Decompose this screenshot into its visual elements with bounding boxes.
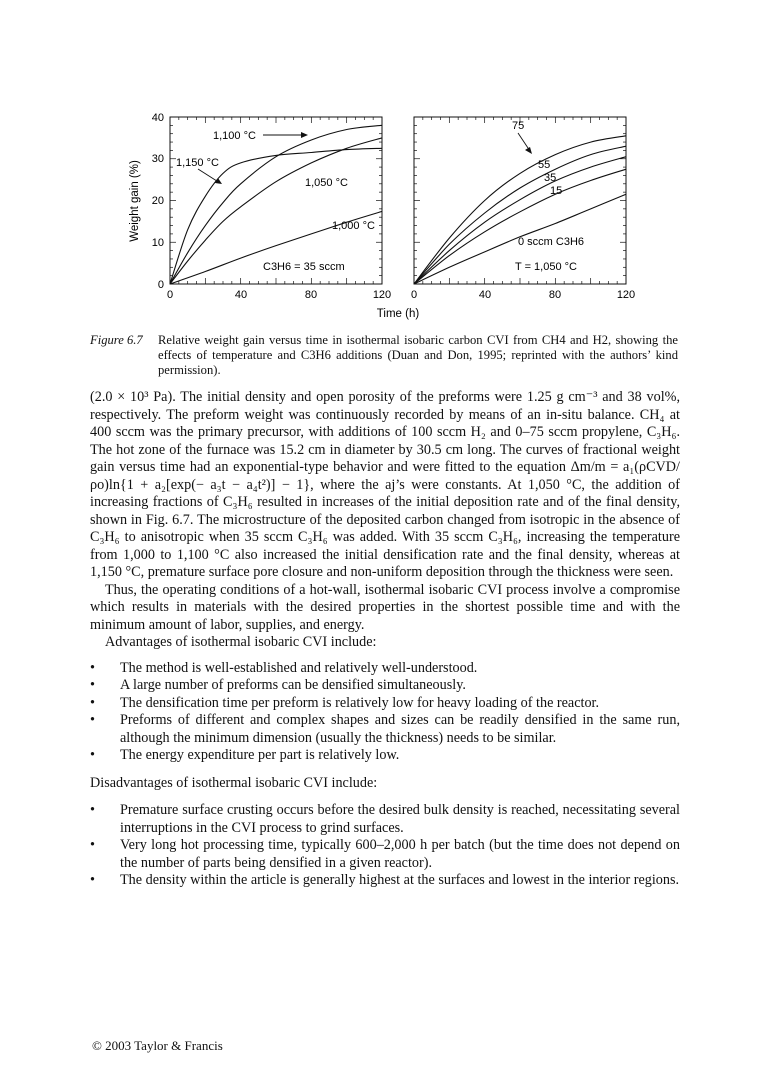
left-ytick-label: 30 — [151, 153, 164, 165]
bullet-icon: • — [90, 677, 95, 693]
annotation-c3h6: C3H6 = 35 sccm — [263, 261, 345, 273]
list-item-text: The densification time per preform is relatively low for heavy loading of the reactor. — [120, 694, 600, 711]
bullet-icon: • — [90, 659, 95, 676]
left-ytick-label: 40 — [151, 112, 164, 124]
right-xtick-label: 80 — [548, 289, 562, 301]
annotation-1100: 1,100 °C — [213, 130, 256, 142]
weight-gain-charts — [120, 105, 650, 325]
x-axis-label: Time (h) — [376, 308, 420, 320]
annotation-1150: 1,150 °C — [176, 157, 219, 169]
left-xtick-label: 0 — [166, 289, 174, 301]
bullet-icon: • — [90, 712, 95, 728]
copyright-footer: © 2003 Taylor & Francis — [92, 1038, 223, 1053]
bullet-icon: • — [90, 747, 95, 763]
left-xtick-label: 120 — [372, 289, 392, 301]
bullet-icon: • — [90, 837, 95, 853]
list-item-text: Premature surface crusting occurs before the desired bulk density is reached, necessitating several interruptions in the CVI process to grind surfaces. — [120, 802, 680, 836]
bullet-icon: • — [90, 872, 95, 888]
left-panel-frame — [170, 117, 382, 284]
list-item — [90, 802, 680, 837]
arrow-head — [301, 132, 308, 138]
list-item-text: A large number of preforms can be densified simultaneously. — [120, 677, 466, 693]
list-item-text: The energy expenditure per part is relatively low. — [120, 747, 400, 763]
paragraph-disadvantages-intro: Disadvantages of isothermal isobaric CVI include: — [90, 774, 378, 791]
arrow-head — [525, 147, 532, 154]
list-item — [90, 747, 680, 765]
list-item — [90, 837, 680, 872]
left-xtick-label: 80 — [304, 289, 318, 301]
figure-6-7 — [120, 105, 650, 330]
annotation-75: 75 — [512, 120, 525, 132]
y-axis-label: Weight gain (%) — [129, 160, 141, 242]
list-item — [90, 872, 680, 890]
figure-caption — [90, 333, 680, 378]
annotation-1050: 1,050 °C — [305, 177, 348, 189]
list-item — [90, 660, 680, 678]
annotation-0-sccm: 0 sccm C3H6 — [518, 236, 585, 248]
disadvantages-list — [90, 802, 680, 890]
paragraph-advantages-intro: Advantages of isothermal isobaric CVI include: — [105, 634, 377, 650]
left-xtick-label: 40 — [234, 289, 248, 301]
list-item — [90, 677, 680, 695]
annotation-55: 55 — [538, 159, 551, 171]
right-xtick-label: 40 — [478, 289, 492, 301]
caption-label: Figure 6.7 — [90, 333, 143, 347]
body-text — [90, 389, 680, 890]
list-item-text: Very long hot processing time, typically 600–2,000 h per batch (but the time does not depend on the number of parts being densified in a given reactor). — [120, 837, 680, 871]
annotation-temperature: T = 1,050 °C — [515, 261, 577, 273]
annotation-15: 15 — [550, 185, 563, 197]
annotation-35: 35 — [544, 172, 557, 184]
right-xtick-label: 120 — [616, 289, 636, 301]
annotation-1000: 1,000 °C — [332, 220, 375, 232]
bullet-icon: • — [90, 802, 95, 818]
list-item — [90, 695, 680, 713]
left-ytick-label: 20 — [151, 195, 164, 207]
caption-text: Relative weight gain versus time in isothermal isobaric carbon CVI from CH4 and H2, showing the effects of temperature and C3H6 additions (Duan and Don, 1995; reprinted with the authors’ kind permission). — [158, 333, 678, 377]
advantages-list — [90, 660, 680, 765]
bullet-icon: • — [90, 694, 95, 711]
paragraph-operating-conditions: Thus, the operating conditions of a hot-wall, isothermal isobaric CVI process involve a compromise which results in materials with the desired properties in the shortest possible time and with the minimum amount of labor, supplies, and energy. — [90, 581, 680, 633]
list-item — [90, 712, 680, 747]
left-ytick-label: 0 — [157, 279, 164, 291]
list-item-text: The method is well-established and relatively well-understood. — [120, 659, 478, 676]
list-item-text: Preforms of different and complex shapes and sizes can be readily densified in the same run, although the minimum dimension (usually the thickness) needs to be similar. — [120, 712, 680, 746]
left-ytick-label: 10 — [151, 237, 164, 249]
right-xtick-label: 0 — [410, 289, 418, 301]
list-item-text: The density within the article is generally highest at the surfaces and lowest in the interior regions. — [120, 872, 680, 888]
paragraph-main: (2.0 × 10³ Pa). The initial density and open porosity of the preforms were 1.25 g cm⁻³ and 38 vol%, respectively. The preform weight was continuously recorded by means of an in-situ balance. CH₄ at 400 sccm was the primary precursor, with additions of 100 sccm H₂ and 0–75 sccm propylene, C₃H₆. The hot zone of the furnace was 15.2 cm in diameter by 30.5 cm long. The curves of fractional weight gain versus time had an exponential-type behavior and were fitted to the equation Δm/m = a₁(ρCVD/ρo)ln{1 + a₂[exp(− a₃t − a₄t²)] − 1}, where the aj’s were constants. At 1,050 °C, the addition of increasing fractions of C₃H₆ resulted in increases of the initial deposition rate and of the final density, shown in Fig. 6.7. The microstructure of the deposited carbon changed from isotropic in the absence of C₃H₆ to anisotropic when 35 sccm C₃H₆ was added. With 35 sccm C₃H₆, increasing the temperature from 1,000 to 1,100 °C also increased the initial densification rate and the final density, whereas at 1,150 °C, premature surface pore closure and non-uniform deposition through the thickness were seen. — [90, 389, 680, 580]
